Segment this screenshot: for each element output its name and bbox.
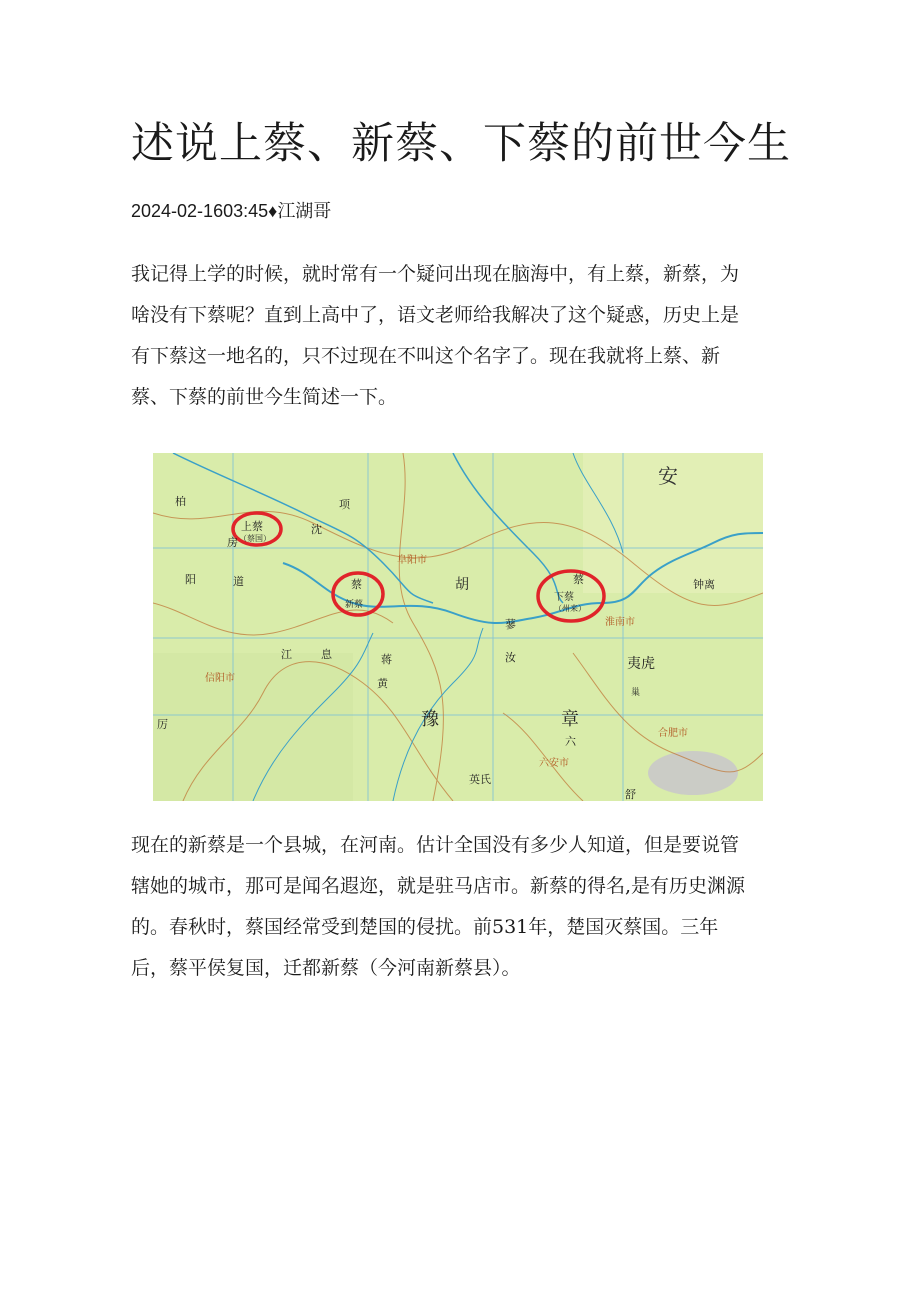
label-hu: 胡 [455, 577, 469, 593]
label-shen: 沈 [311, 523, 322, 536]
label-ru: 汝 [505, 651, 516, 664]
label-xinyang: 信阳市 [205, 673, 235, 684]
paragraph-line: 后，蔡平侯复国，迁都新蔡（今河南新蔡县）。 [131, 957, 521, 979]
paragraph-line: 现在的新蔡是一个县城，在河南。估计全国没有多少人知道，但是要说管 [131, 834, 740, 856]
label-xiang: 项 [339, 498, 350, 511]
intro-paragraph [131, 254, 791, 418]
label-fang: 房 [227, 536, 238, 549]
label-xiacai-top: 蔡 [573, 573, 584, 586]
label-huainan: 淮南市 [605, 617, 635, 628]
label-shu: 舒 [625, 788, 636, 801]
label-yingshi: 英氏 [469, 773, 491, 786]
label-fuyang: 阜阳市 [397, 555, 427, 566]
author-name: 江湖哥 [277, 201, 332, 222]
label-shangcai: 上蔡 [241, 520, 263, 533]
label-yu: 豫 [421, 709, 439, 730]
separator-diamond-icon: ♦ [268, 201, 278, 221]
article-title: 述说上蔡、新蔡、下蔡的前世今生 [131, 119, 791, 169]
label-shangcai-paren: （蔡国） [239, 534, 271, 543]
label-lian: 蓼 [505, 618, 516, 631]
publish-date: 2024-02-1603:45 [131, 201, 269, 221]
label-yihu: 夷虎 [627, 656, 655, 672]
label-xincai-sub: 新蔡 [345, 600, 364, 610]
historical-map [153, 453, 763, 801]
label-hefei: 合肥市 [658, 728, 688, 739]
map-patch [153, 653, 353, 801]
article-meta [131, 199, 331, 224]
label-zhang: 章 [561, 709, 579, 730]
label-jiang2: 蒋 [381, 653, 392, 666]
label-liu: 六 [565, 735, 576, 748]
body-paragraph [131, 825, 791, 989]
label-chao: 巢 [631, 688, 641, 698]
label-li: 厉 [157, 718, 168, 731]
label-huang: 黄 [377, 677, 388, 690]
paragraph-line: 我记得上学的时候，就时常有一个疑问出现在脑海中，有上蔡，新蔡，为 [131, 263, 740, 285]
label-bai: 柏 [175, 495, 186, 508]
label-xiacai: 下蔡 [554, 592, 574, 603]
label-an: 安 [658, 464, 678, 488]
paragraph-line: 的。春秋时，蔡国经常受到楚国的侵扰。前531年，楚国灭蔡国。三年 [131, 916, 719, 938]
paragraph-line: 啥没有下蔡呢？直到上高中了，语文老师给我解决了这个疑惑，历史上是 [131, 304, 740, 326]
paragraph-line: 有下蔡这一地名的，只不过现在不叫这个名字了。现在我就将上蔡、新 [131, 345, 721, 367]
label-dao: 道 [233, 575, 244, 588]
paragraph-line: 蔡、下蔡的前世今生简述一下。 [131, 386, 398, 408]
label-jiang: 江 [281, 648, 292, 661]
map-lake [648, 751, 738, 795]
label-zhongli: 钟离 [693, 578, 715, 591]
label-xi: 息 [321, 648, 332, 661]
label-luan: 六安市 [539, 758, 569, 769]
label-xincai: 蔡 [351, 578, 362, 591]
paragraph-line: 辖她的城市，那可是闻名遐迩，就是驻马店市。新蔡的得名,是有历史渊源 [131, 875, 746, 897]
label-xiacai-paren: （州来） [554, 604, 586, 613]
label-yang: 阳 [185, 573, 196, 586]
